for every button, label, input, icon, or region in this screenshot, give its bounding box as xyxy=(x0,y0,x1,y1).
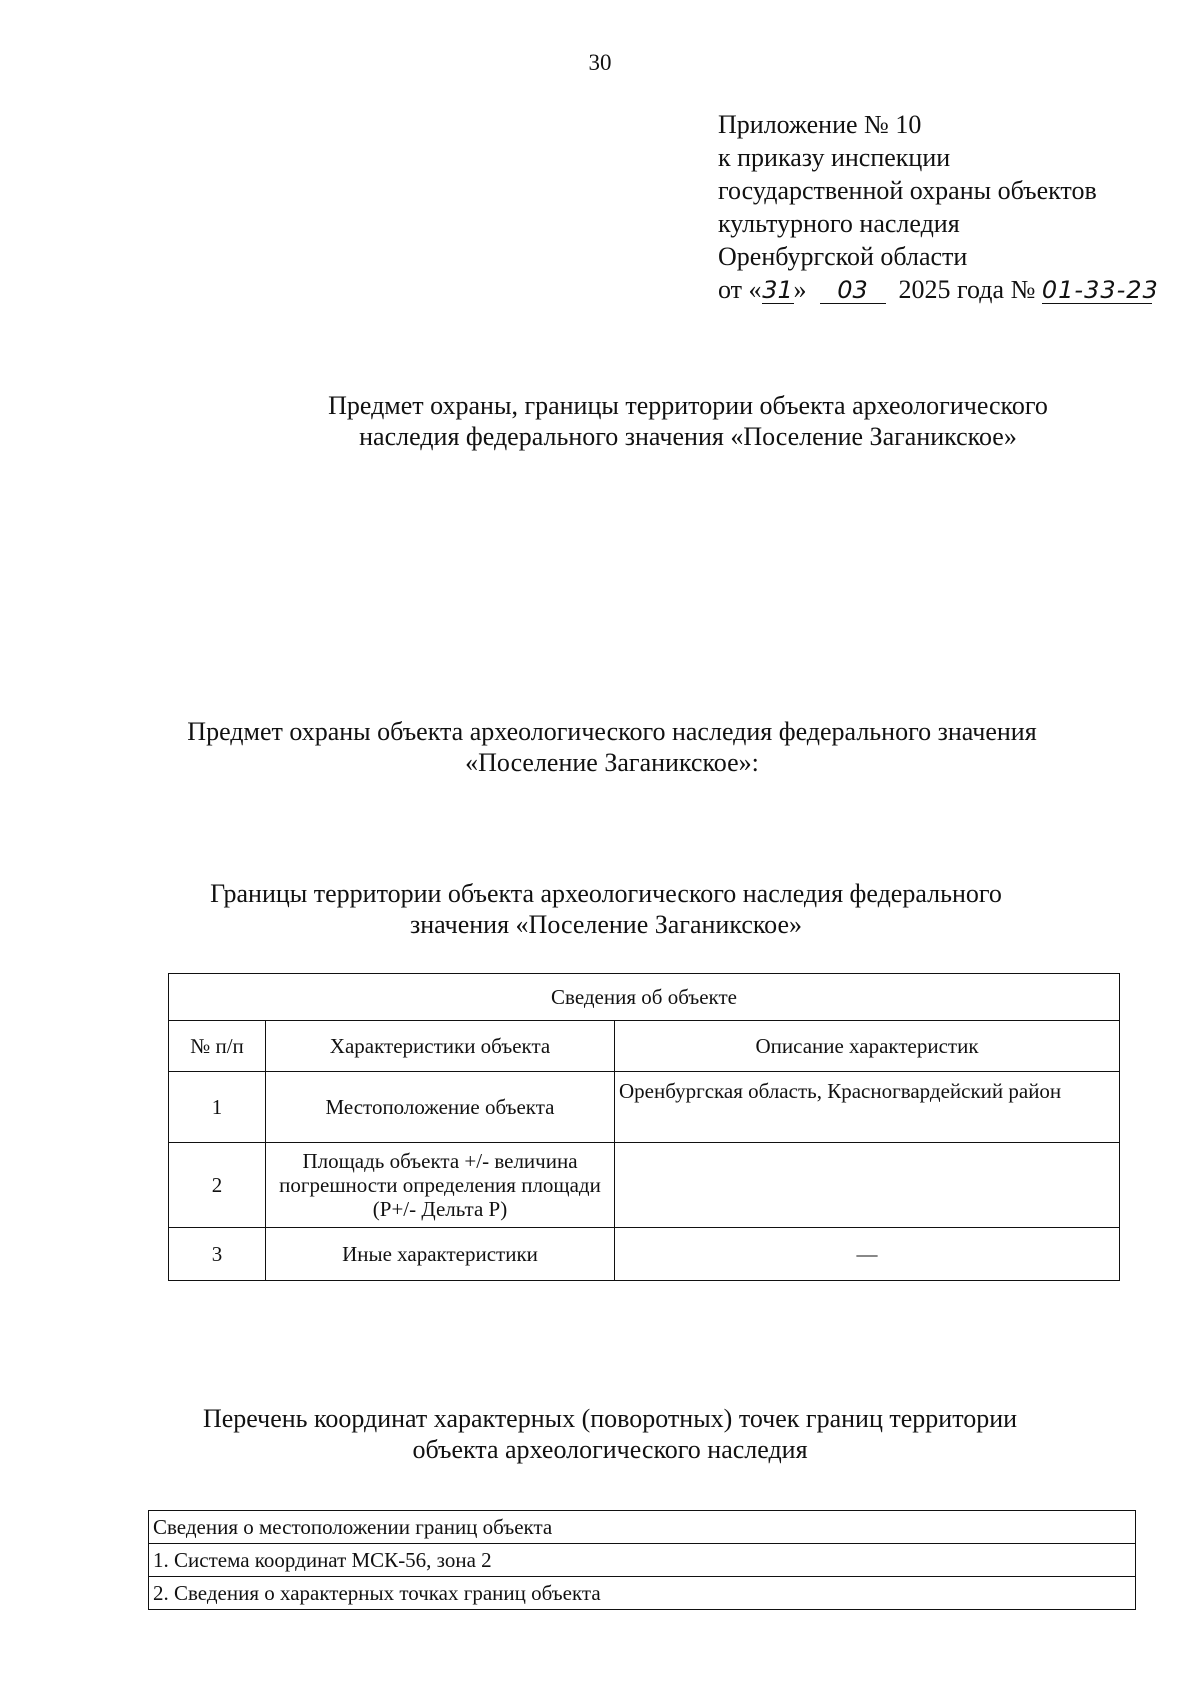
table-caption: Сведения об объекте xyxy=(169,974,1120,1021)
coordinates-heading xyxy=(10,1403,1200,1465)
title-line: наследия федерального значения «Поселение Заганикское» xyxy=(359,422,1017,451)
table-row xyxy=(169,1143,1120,1228)
appendix-date-line xyxy=(718,273,1159,306)
date-mid: » xyxy=(793,275,807,304)
table-row xyxy=(149,1577,1136,1610)
location-cell: Сведения о местоположении границ объекта xyxy=(149,1511,1136,1544)
location-cell: 1. Система координат МСК-56, зона 2 xyxy=(149,1544,1136,1577)
row-description: Оренбургская область, Красногвардейский район xyxy=(615,1072,1120,1143)
appendix-line: к приказу инспекции xyxy=(718,143,951,172)
boundaries-heading-line: Границы территории объекта археологического наследия федерального xyxy=(210,879,1002,908)
location-table xyxy=(148,1510,1136,1610)
header-description: Описание характеристик xyxy=(615,1021,1120,1072)
subject-heading-line: «Поселение Заганикское»: xyxy=(465,748,759,777)
handwritten-order-number: 01-33-23 xyxy=(1041,276,1159,304)
page-number: 30 xyxy=(588,50,612,75)
object-info-table xyxy=(168,973,1120,1281)
row-num: 1 xyxy=(169,1072,266,1143)
document-title xyxy=(88,390,1200,452)
row-description xyxy=(615,1143,1120,1228)
appendix-line: культурного наследия xyxy=(718,209,960,238)
header-num: № п/п xyxy=(169,1021,266,1072)
row-num: 3 xyxy=(169,1228,266,1281)
subject-heading xyxy=(12,716,1200,778)
row-characteristic: Местоположение объекта xyxy=(266,1072,615,1143)
row-description: — xyxy=(615,1228,1120,1281)
row-characteristic: Площадь объекта +/- величина погрешности определения площади (P+/- Дельта P) xyxy=(266,1143,615,1228)
table-row xyxy=(169,1228,1120,1281)
date-year: 2025 года № xyxy=(898,275,1036,304)
row-characteristic: Иные характеристики xyxy=(266,1228,615,1281)
handwritten-day: 31 xyxy=(762,276,793,304)
handwritten-month: 03 xyxy=(820,277,886,304)
boundaries-heading-line: значения «Поселение Заганикское» xyxy=(409,910,803,939)
row-num: 2 xyxy=(169,1143,266,1228)
date-prefix: от « xyxy=(718,275,762,304)
appendix-line: Приложение № 10 xyxy=(718,110,922,139)
table-header-row xyxy=(169,1021,1120,1072)
appendix-block xyxy=(718,108,1159,306)
subject-heading-line: Предмет охраны объекта археологического наследия федерального значения xyxy=(187,717,1037,746)
appendix-line: Оренбургской области xyxy=(718,242,968,271)
coordinates-heading-line: объекта археологического наследия xyxy=(412,1435,808,1464)
table-row xyxy=(169,1072,1120,1143)
table-caption-row xyxy=(169,974,1120,1021)
header-characteristic: Характеристики объекта xyxy=(266,1021,615,1072)
boundaries-heading xyxy=(6,878,1200,940)
coordinates-heading-line: Перечень координат характерных (поворотных) точек границ территории xyxy=(202,1404,1018,1433)
appendix-line: государственной охраны объектов xyxy=(718,176,1097,205)
table-row xyxy=(149,1511,1136,1544)
title-line: Предмет охраны, границы территории объекта археологического xyxy=(328,391,1048,420)
location-cell: 2. Сведения о характерных точках границ объекта xyxy=(149,1577,1136,1610)
table-row xyxy=(149,1544,1136,1577)
